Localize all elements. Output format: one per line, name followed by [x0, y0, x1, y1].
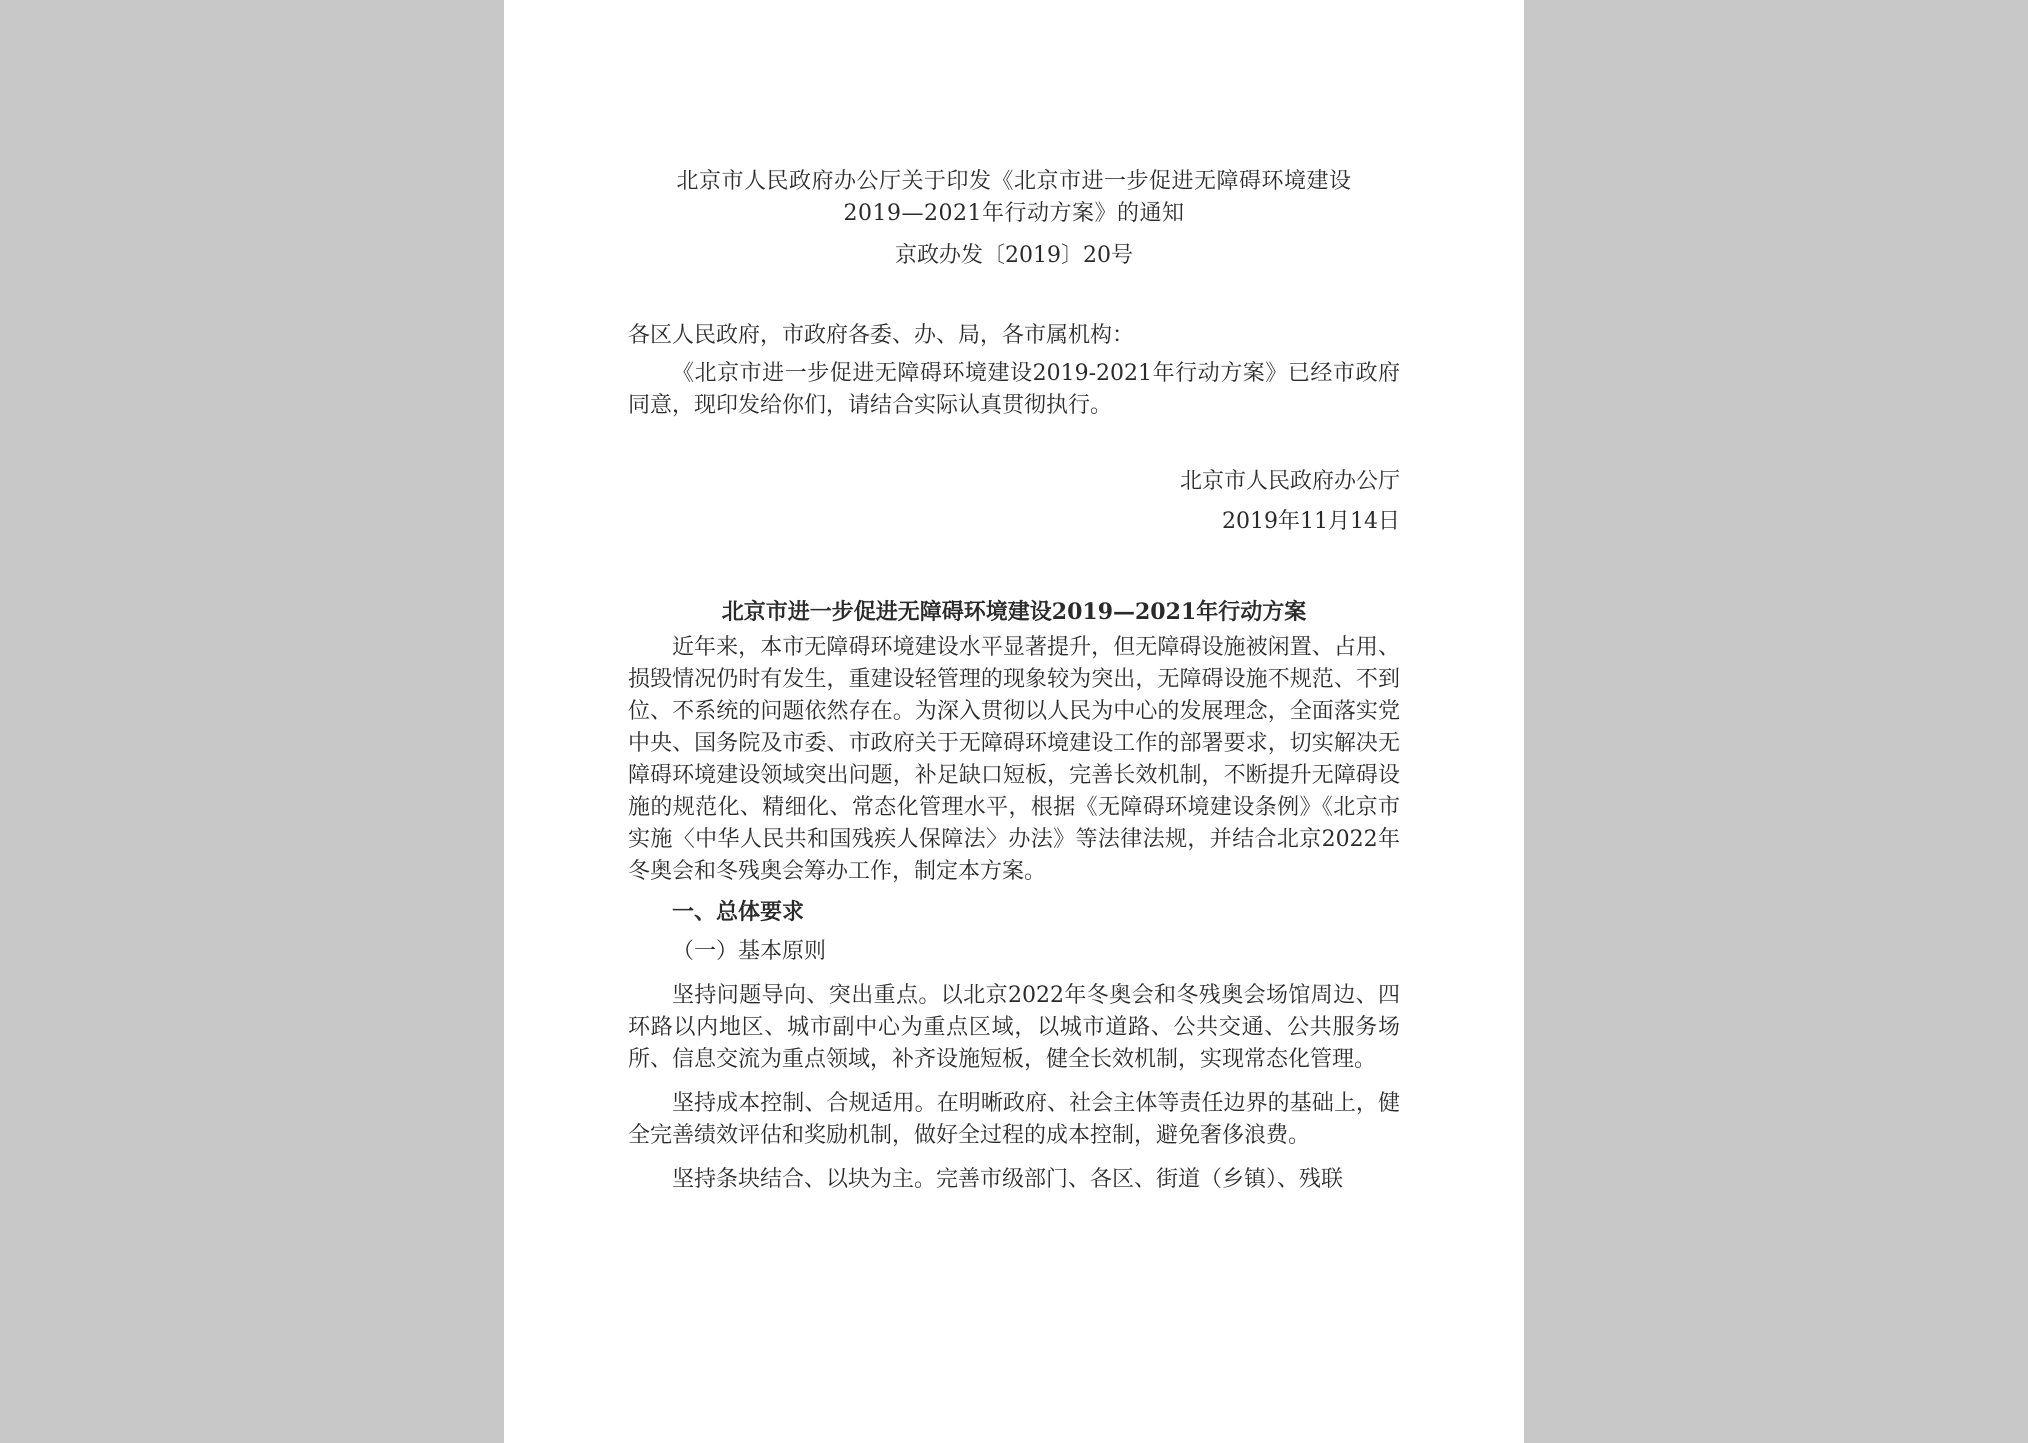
- principle-paragraph-2: 坚持成本控制、合规适用。在明晰政府、社会主体等责任边界的基础上，健全完善绩效评估和奖励机制，做好全过程的成本控制，避免奢侈浪费。: [628, 1091, 1400, 1148]
- principle-paragraph-3: 坚持条块结合、以块为主。完善市级部门、各区、街道（乡镇）、残联: [672, 1167, 1344, 1192]
- document-content: [628, 166, 1400, 1196]
- notice-title-line2: 2019—2021年行动方案》的通知: [843, 201, 1185, 226]
- issue-date: 2019年11月14日: [1222, 509, 1400, 534]
- plan-title: 北京市进一步促进无障碍环境建设2019—2021年行动方案: [721, 599, 1307, 625]
- salutation: 各区人民政府，市政府各委、办、局，各市属机构：: [628, 323, 1135, 348]
- notice-title-line1: 北京市人民政府办公厅关于印发《北京市进一步促进无障碍环境建设: [676, 169, 1352, 194]
- document-number: 京政办发〔2019〕20号: [895, 243, 1133, 268]
- issuing-office: 北京市人民政府办公厅: [1179, 469, 1400, 494]
- principle-paragraph-1: 坚持问题导向、突出重点。以北京2022年冬奥会和冬残奥会场馆周边、四环路以内地区、城市副中心为重点区域，以城市道路、公共交通、公共服务场所、信息交流为重点领域，补齐设施短板，健全长效机制，实现常态化管理。: [628, 983, 1400, 1072]
- document-page: [504, 0, 1524, 1443]
- subsection-heading-basic-principles: （一）基本原则: [672, 939, 827, 964]
- plan-intro-paragraph: 近年来，本市无障碍环境建设水平显著提升，但无障碍设施被闲置、占用、损毁情况仍时有发生，重建设轻管理的现象较为突出，无障碍设施不规范、不到位、不系统的问题依然存在。为深入贯彻以人民为中心的发展理念，全面落实党中央、国务院及市委、市政府关于无障碍环境建设工作的部署要求，切实解决无障碍环境建设领域突出问题，补足缺口短板，完善长效机制，不断提升无障碍设施的规范化、精细化、常态化管理水平，根据《无障碍环境建设条例》《北京市实施〈中华人民共和国残疾人保障法〉办法》等法律法规，并结合北京2022年冬奥会和冬残奥会筹办工作，制定本方案。: [628, 635, 1400, 884]
- notice-title: [628, 166, 1400, 230]
- section-heading-general-requirements: 一、总体要求: [672, 899, 805, 925]
- notice-body: 《北京市进一步促进无障碍环境建设2019-2021年行动方案》已经市政府同意，现印发给你们，请结合实际认真贯彻执行。: [628, 361, 1400, 418]
